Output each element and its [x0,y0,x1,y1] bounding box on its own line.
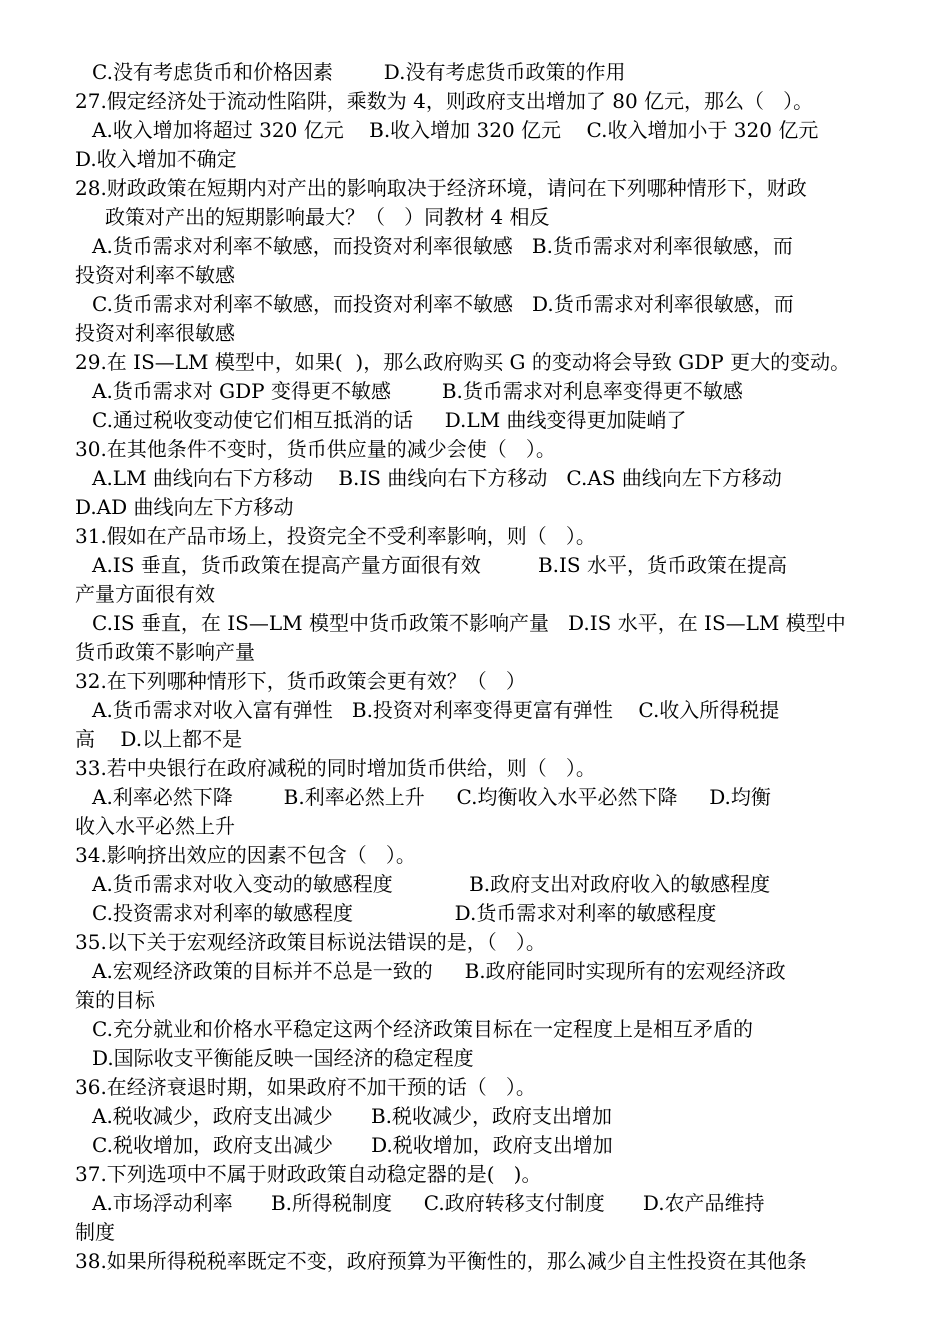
option-line: A.货币需求对 GDP 变得更不敏感 B.货币需求对利息率变得更不敏感 [92,379,743,403]
question-29: 29.在 IS—LM 模型中，如果( )，那么政府购买 G 的变动将会导致 GDP 更大的变动。 [75,350,851,374]
option-line: A.宏观经济政策的目标并不总是一致的 B.政府能同时实现所有的宏观经济政 [92,959,786,983]
question-28-cont: 政策对产出的短期影响最大？（ ）同教材 4 相反 [105,205,550,229]
option-line: A.市场浮动利率 B.所得税制度 C.政府转移支付制度 D.农产品维持 [92,1191,765,1215]
option-line: 制度 [75,1220,115,1244]
option-line: D.收入增加不确定 [75,147,237,171]
option-line: A.LM 曲线向右下方移动 B.IS 曲线向右下方移动 C.AS 曲线向左下方移动 [92,466,782,490]
option-line: C.税收增加，政府支出减少 D.税收增加，政府支出增加 [92,1133,613,1157]
question-38: 38.如果所得税税率既定不变，政府预算为平衡性的，那么减少自主性投资在其他条 [75,1249,807,1273]
option-line: C.通过税收变动使它们相互抵消的话 D.LM 曲线变得更加陡峭了 [92,408,687,432]
option-line: 策的目标 [75,988,155,1012]
option-line: C.货币需求对利率不敏感，而投资对利率不敏感 D.货币需求对利率很敏感，而 [92,292,794,316]
option-line: A.货币需求对利率不敏感，而投资对利率很敏感 B.货币需求对利率很敏感，而 [92,234,793,258]
question-37: 37.下列选项中不属于财政政策自动稳定器的是( )。 [75,1162,542,1186]
option-line: 高 D.以上都不是 [75,727,243,751]
option-line: A.税收减少，政府支出减少 B.税收减少，政府支出增加 [92,1104,612,1128]
question-36: 36.在经济衰退时期，如果政府不加干预的话（ ）。 [75,1075,536,1099]
option-line: C.投资需求对利率的敏感程度 D.货币需求对利率的敏感程度 [92,901,717,925]
option-line: 货币政策不影响产量 [75,640,255,664]
question-32: 32.在下列哪种情形下，货币政策会更有效？（ ） [75,669,526,693]
option-line: A.利率必然下降 B.利率必然上升 C.均衡收入水平必然下降 D.均衡 [92,785,771,809]
question-30: 30.在其他条件不变时，货币供应量的减少会使（ ）。 [75,437,556,461]
option-line: C.没有考虑货币和价格因素 D.没有考虑货币政策的作用 [92,60,626,84]
option-line: 收入水平必然上升 [75,814,235,838]
question-28: 28.财政政策在短期内对产出的影响取决于经济环境，请问在下列哪种情形下，财政 [75,176,807,200]
question-33: 33.若中央银行在政府减税的同时增加货币供给，则（ ）。 [75,756,596,780]
question-27: 27.假定经济处于流动性陷阱，乘数为 4，则政府支出增加了 80 亿元，那么（ ）。 [75,89,814,113]
option-line: A.收入增加将超过 320 亿元 B.收入增加 320 亿元 C.收入增加小于 320 亿元 [92,118,819,142]
option-line: D.国际收支平衡能反映一国经济的稳定程度 [92,1046,474,1070]
option-line: C.充分就业和价格水平稳定这两个经济政策目标在一定程度上是相互矛盾的 [92,1017,753,1041]
option-line: A.IS 垂直，货币政策在提高产量方面很有效 B.IS 水平，货币政策在提高 [92,553,787,577]
option-line: D.AD 曲线向左下方移动 [75,495,294,519]
option-line: 产量方面很有效 [75,582,215,606]
option-line: C.IS 垂直，在 IS—LM 模型中货币政策不影响产量 D.IS 水平，在 IS—LM 模型中 [92,611,846,635]
option-line: A.货币需求对收入富有弹性 B.投资对利率变得更富有弹性 C.收入所得税提 [92,698,780,722]
question-35: 35.以下关于宏观经济政策目标说法错误的是，（ ）。 [75,930,546,954]
option-line: 投资对利率很敏感 [75,321,235,345]
question-31: 31.假如在产品市场上，投资完全不受利率影响，则（ ）。 [75,524,596,548]
question-34: 34.影响挤出效应的因素不包含（ ）。 [75,843,416,867]
option-line: A.货币需求对收入变动的敏感程度 B.政府支出对政府收入的敏感程度 [92,872,771,896]
option-line: 投资对利率不敏感 [75,263,235,287]
